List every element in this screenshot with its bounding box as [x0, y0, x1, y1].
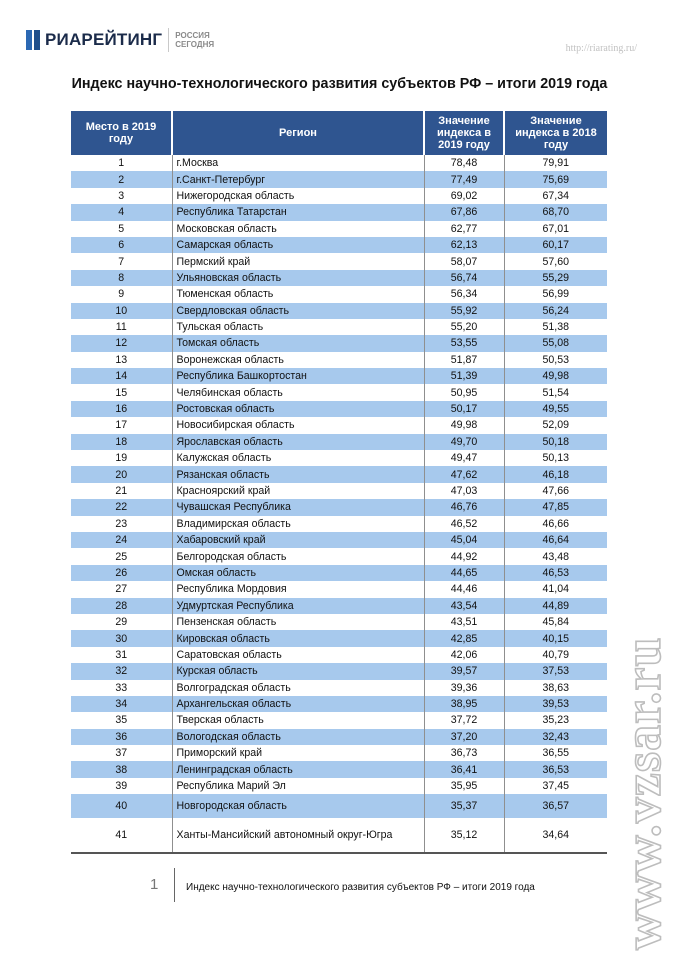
table-row	[71, 253, 607, 269]
cell-region: г.Москва	[172, 155, 424, 171]
cell-value-2019: 47,03	[424, 483, 504, 499]
cell-value-2018: 36,57	[504, 794, 607, 818]
cell-region: Приморский край	[172, 745, 424, 761]
cell-region: Ярославская область	[172, 434, 424, 450]
cell-value-2018: 56,99	[504, 286, 607, 302]
cell-value-2019: 53,55	[424, 335, 504, 351]
footer-text: Индекс научно-технологического развития субъектов РФ – итоги 2019 года	[186, 882, 535, 893]
cell-value-2019: 42,06	[424, 647, 504, 663]
cell-value-2018: 67,34	[504, 188, 607, 204]
cell-place: 26	[71, 565, 172, 581]
table-row	[71, 778, 607, 794]
cell-value-2018: 35,23	[504, 712, 607, 728]
cell-region: Ханты-Мансийский автономный округ-Югра	[172, 818, 424, 853]
logo-divider	[168, 28, 169, 52]
cell-region: Воронежская область	[172, 352, 424, 368]
cell-place: 27	[71, 581, 172, 597]
table-row	[71, 483, 607, 499]
cell-value-2019: 38,95	[424, 696, 504, 712]
cell-place: 29	[71, 614, 172, 630]
cell-value-2019: 55,20	[424, 319, 504, 335]
cell-place: 11	[71, 319, 172, 335]
cell-value-2018: 52,09	[504, 417, 607, 433]
cell-value-2019: 47,62	[424, 466, 504, 482]
cell-place: 36	[71, 729, 172, 745]
page-title: Индекс научно-технологического развития субъектов РФ – итоги 2019 года	[71, 76, 608, 92]
cell-place: 24	[71, 532, 172, 548]
cell-region: Кировская область	[172, 630, 424, 646]
cell-value-2018: 68,70	[504, 204, 607, 220]
cell-region: Республика Башкортостан	[172, 368, 424, 384]
cell-value-2018: 49,55	[504, 401, 607, 417]
cell-region: Ульяновская область	[172, 270, 424, 286]
cell-region: Новгородская область	[172, 794, 424, 818]
cell-place: 12	[71, 335, 172, 351]
table-row	[71, 221, 607, 237]
cell-place: 17	[71, 417, 172, 433]
cell-place: 25	[71, 548, 172, 564]
cell-place: 19	[71, 450, 172, 466]
cell-value-2018: 79,91	[504, 155, 607, 171]
cell-region: Хабаровский край	[172, 532, 424, 548]
logo-mark-icon	[26, 30, 42, 50]
cell-region: Тульская область	[172, 319, 424, 335]
header-region: Регион	[172, 111, 424, 155]
cell-region: Новосибирская область	[172, 417, 424, 433]
cell-value-2019: 69,02	[424, 188, 504, 204]
cell-place: 41	[71, 818, 172, 853]
cell-place: 10	[71, 303, 172, 319]
cell-value-2019: 49,98	[424, 417, 504, 433]
footer-page-number: 1	[150, 876, 159, 893]
cell-value-2019: 35,95	[424, 778, 504, 794]
cell-place: 13	[71, 352, 172, 368]
logo-text: РИАРЕЙТИНГ	[45, 30, 163, 49]
cell-value-2018: 43,48	[504, 548, 607, 564]
cell-value-2018: 34,64	[504, 818, 607, 853]
table-row	[71, 466, 607, 482]
cell-value-2019: 62,77	[424, 221, 504, 237]
table-row	[71, 384, 607, 400]
cell-region: Самарская область	[172, 237, 424, 253]
table-row	[71, 417, 607, 433]
cell-region: Челябинская область	[172, 384, 424, 400]
table-row	[71, 581, 607, 597]
cell-place: 23	[71, 516, 172, 532]
cell-place: 31	[71, 647, 172, 663]
cell-value-2018: 36,53	[504, 761, 607, 777]
cell-region: Томская область	[172, 335, 424, 351]
cell-place: 2	[71, 171, 172, 187]
cell-region: Московская область	[172, 221, 424, 237]
cell-place: 14	[71, 368, 172, 384]
cell-region: Вологодская область	[172, 729, 424, 745]
cell-value-2019: 49,70	[424, 434, 504, 450]
cell-value-2018: 51,54	[504, 384, 607, 400]
cell-place: 16	[71, 401, 172, 417]
cell-place: 35	[71, 712, 172, 728]
cell-place: 18	[71, 434, 172, 450]
table-row	[71, 729, 607, 745]
cell-value-2019: 58,07	[424, 253, 504, 269]
table-row	[71, 516, 607, 532]
cell-region: Рязанская область	[172, 466, 424, 482]
cell-value-2019: 42,85	[424, 630, 504, 646]
cell-place: 9	[71, 286, 172, 302]
table-row	[71, 680, 607, 696]
ria-rating-logo	[26, 28, 214, 52]
cell-place: 39	[71, 778, 172, 794]
cell-value-2019: 56,74	[424, 270, 504, 286]
cell-region: Пермский край	[172, 253, 424, 269]
cell-region: Владимирская область	[172, 516, 424, 532]
table-row	[71, 548, 607, 564]
cell-place: 34	[71, 696, 172, 712]
cell-value-2018: 32,43	[504, 729, 607, 745]
table-row	[71, 434, 607, 450]
cell-region: Саратовская область	[172, 647, 424, 663]
cell-region: Тюменская область	[172, 286, 424, 302]
header-place: Место в 2019 году	[71, 111, 172, 155]
cell-value-2018: 46,64	[504, 532, 607, 548]
table-row	[71, 745, 607, 761]
table-row	[71, 286, 607, 302]
cell-value-2018: 49,98	[504, 368, 607, 384]
cell-value-2018: 45,84	[504, 614, 607, 630]
cell-value-2018: 47,66	[504, 483, 607, 499]
cell-place: 1	[71, 155, 172, 171]
table-row	[71, 614, 607, 630]
table-row	[71, 712, 607, 728]
cell-value-2019: 37,20	[424, 729, 504, 745]
cell-place: 6	[71, 237, 172, 253]
cell-value-2019: 56,34	[424, 286, 504, 302]
cell-value-2018: 56,24	[504, 303, 607, 319]
cell-region: Удмуртская Республика	[172, 598, 424, 614]
cell-value-2018: 37,53	[504, 663, 607, 679]
header-value-2018: Значение индекса в 2018 году	[504, 111, 607, 155]
cell-region: Ленинградская область	[172, 761, 424, 777]
cell-value-2018: 44,89	[504, 598, 607, 614]
table-row	[71, 647, 607, 663]
cell-region: Тверская область	[172, 712, 424, 728]
cell-place: 28	[71, 598, 172, 614]
table-row	[71, 761, 607, 777]
cell-value-2019: 51,87	[424, 352, 504, 368]
table-row	[71, 499, 607, 515]
cell-value-2019: 50,17	[424, 401, 504, 417]
table-row	[71, 237, 607, 253]
cell-value-2018: 47,85	[504, 499, 607, 515]
table-row	[71, 818, 607, 853]
table-row	[71, 794, 607, 818]
cell-value-2019: 44,46	[424, 581, 504, 597]
cell-place: 38	[71, 761, 172, 777]
table-row	[71, 171, 607, 187]
cell-value-2019: 37,72	[424, 712, 504, 728]
cell-value-2018: 40,15	[504, 630, 607, 646]
cell-value-2018: 36,55	[504, 745, 607, 761]
cell-place: 30	[71, 630, 172, 646]
cell-value-2019: 46,76	[424, 499, 504, 515]
cell-value-2018: 50,18	[504, 434, 607, 450]
table-row	[71, 368, 607, 384]
table-row	[71, 401, 607, 417]
cell-region: Белгородская область	[172, 548, 424, 564]
cell-region: Калужская область	[172, 450, 424, 466]
cell-region: Чувашская Республика	[172, 499, 424, 515]
cell-value-2018: 39,53	[504, 696, 607, 712]
cell-value-2019: 44,65	[424, 565, 504, 581]
cell-value-2019: 50,95	[424, 384, 504, 400]
table-row	[71, 319, 607, 335]
cell-value-2018: 46,53	[504, 565, 607, 581]
table-row	[71, 303, 607, 319]
cell-value-2019: 35,12	[424, 818, 504, 853]
cell-value-2018: 37,45	[504, 778, 607, 794]
cell-region: Курская область	[172, 663, 424, 679]
table-row	[71, 450, 607, 466]
cell-value-2019: 67,86	[424, 204, 504, 220]
cell-region: Свердловская область	[172, 303, 424, 319]
cell-region: Омская область	[172, 565, 424, 581]
cell-value-2019: 35,37	[424, 794, 504, 818]
cell-value-2018: 50,13	[504, 450, 607, 466]
cell-region: Волгоградская область	[172, 680, 424, 696]
cell-region: г.Санкт-Петербург	[172, 171, 424, 187]
cell-value-2018: 67,01	[504, 221, 607, 237]
cell-place: 22	[71, 499, 172, 515]
site-url-link[interactable]: http://riarating.ru/	[565, 43, 637, 54]
cell-region: Республика Мордовия	[172, 581, 424, 597]
table-row	[71, 630, 607, 646]
table-row	[71, 352, 607, 368]
table-row	[71, 270, 607, 286]
table-row	[71, 335, 607, 351]
cell-place: 37	[71, 745, 172, 761]
cell-value-2019: 39,57	[424, 663, 504, 679]
logo-subtitle	[175, 31, 214, 49]
cell-region: Республика Марий Эл	[172, 778, 424, 794]
table-header-row	[71, 111, 607, 155]
cell-place: 21	[71, 483, 172, 499]
cell-value-2019: 43,54	[424, 598, 504, 614]
cell-place: 20	[71, 466, 172, 482]
cell-value-2019: 43,51	[424, 614, 504, 630]
cell-value-2018: 60,17	[504, 237, 607, 253]
logo-subtitle-line1: РОССИЯ	[175, 31, 210, 40]
cell-place: 15	[71, 384, 172, 400]
cell-place: 7	[71, 253, 172, 269]
cell-value-2018: 41,04	[504, 581, 607, 597]
logo-subtitle-line2: СЕГОДНЯ	[175, 40, 215, 49]
cell-value-2018: 50,53	[504, 352, 607, 368]
cell-place: 32	[71, 663, 172, 679]
cell-value-2018: 38,63	[504, 680, 607, 696]
cell-value-2018: 40,79	[504, 647, 607, 663]
cell-place: 3	[71, 188, 172, 204]
cell-value-2019: 77,49	[424, 171, 504, 187]
table-row	[71, 598, 607, 614]
cell-region: Ростовская область	[172, 401, 424, 417]
cell-value-2018: 55,29	[504, 270, 607, 286]
cell-value-2019: 39,36	[424, 680, 504, 696]
table-row	[71, 565, 607, 581]
table-row	[71, 532, 607, 548]
header-value-2019: Значение индекса в 2019 году	[424, 111, 504, 155]
cell-value-2019: 44,92	[424, 548, 504, 564]
cell-region: Красноярский край	[172, 483, 424, 499]
cell-value-2019: 46,52	[424, 516, 504, 532]
cell-value-2019: 55,92	[424, 303, 504, 319]
cell-value-2018: 51,38	[504, 319, 607, 335]
watermark-text: www.vzsar.ru	[615, 636, 672, 950]
cell-region: Пензенская область	[172, 614, 424, 630]
cell-value-2019: 36,41	[424, 761, 504, 777]
cell-region: Нижегородская область	[172, 188, 424, 204]
table-row	[71, 204, 607, 220]
cell-region: Республика Татарстан	[172, 204, 424, 220]
cell-value-2019: 62,13	[424, 237, 504, 253]
cell-value-2018: 55,08	[504, 335, 607, 351]
cell-place: 5	[71, 221, 172, 237]
cell-value-2018: 46,18	[504, 466, 607, 482]
cell-value-2019: 36,73	[424, 745, 504, 761]
cell-value-2019: 49,47	[424, 450, 504, 466]
table-row	[71, 155, 607, 171]
cell-region: Архангельская область	[172, 696, 424, 712]
cell-value-2018: 75,69	[504, 171, 607, 187]
cell-place: 8	[71, 270, 172, 286]
ranking-table	[71, 111, 607, 854]
cell-value-2019: 45,04	[424, 532, 504, 548]
cell-value-2018: 46,66	[504, 516, 607, 532]
footer-divider	[174, 868, 175, 902]
cell-place: 33	[71, 680, 172, 696]
cell-value-2018: 57,60	[504, 253, 607, 269]
cell-place: 40	[71, 794, 172, 818]
cell-place: 4	[71, 204, 172, 220]
cell-value-2019: 78,48	[424, 155, 504, 171]
table-body	[71, 155, 607, 853]
cell-value-2019: 51,39	[424, 368, 504, 384]
table-row	[71, 663, 607, 679]
table-row	[71, 188, 607, 204]
table-row	[71, 696, 607, 712]
